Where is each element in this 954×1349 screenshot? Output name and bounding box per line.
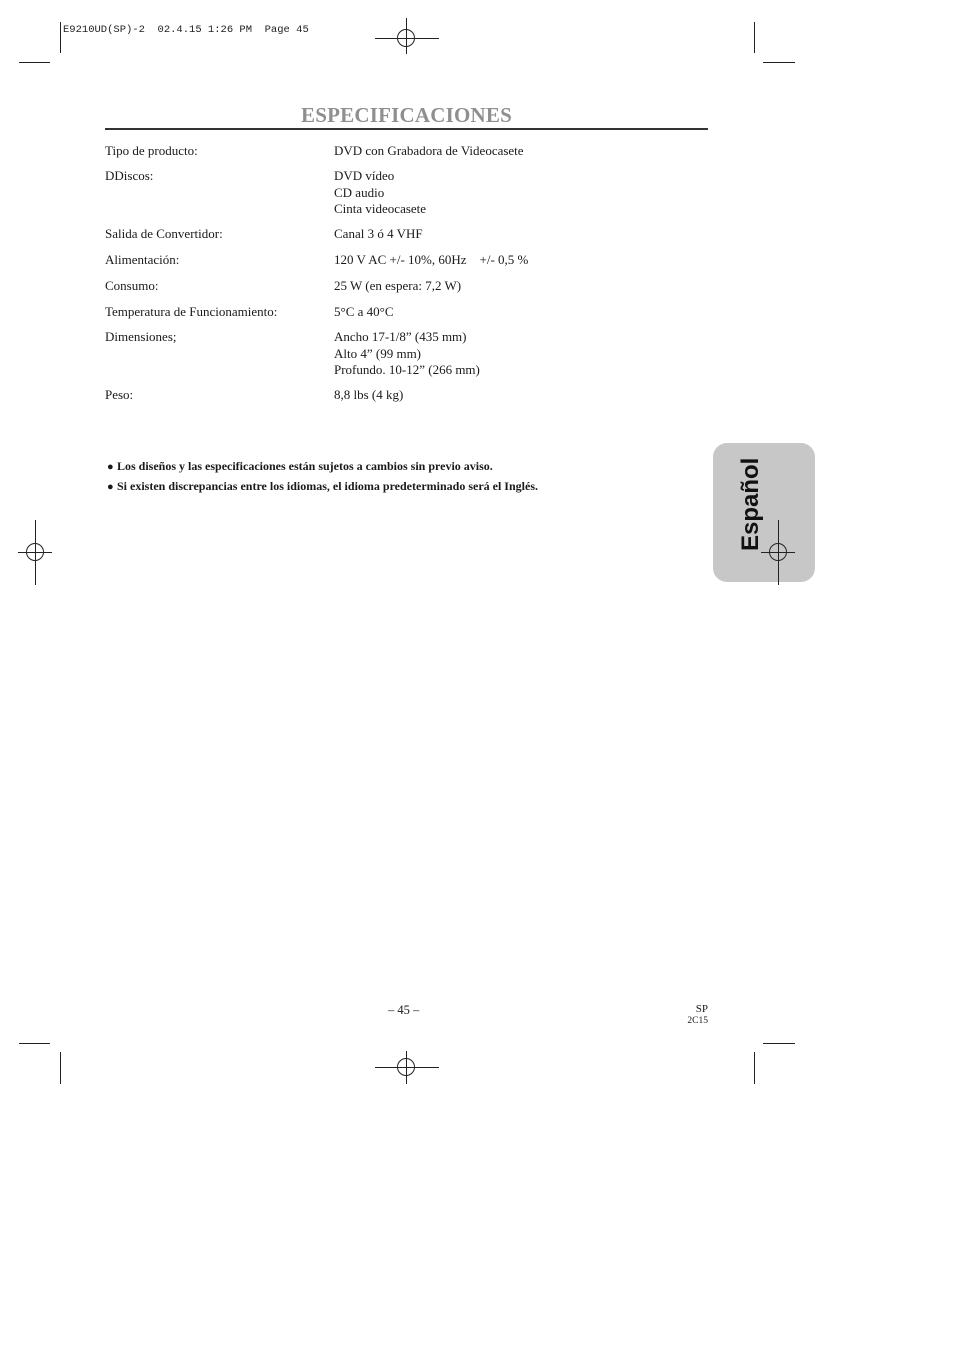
spec-value-line: Ancho 17-1/8” (435 mm) <box>334 329 467 344</box>
registration-mark-right-circle <box>769 543 787 561</box>
print-header: E9210UD(SP)-2 02.4.15 1:26 PM Page 45 <box>63 24 309 36</box>
spec-value <box>334 168 426 218</box>
spec-value <box>334 329 480 379</box>
spec-value-line: 120 V AC +/- 10%, 60Hz +/- 0,5 % <box>334 252 529 267</box>
spec-value <box>334 143 524 160</box>
spec-value <box>334 304 394 321</box>
bullet-icon: ● <box>107 481 114 493</box>
spec-label: Temperatura de Funcionamiento: <box>105 304 278 319</box>
footer-language-code: SP <box>695 1003 708 1015</box>
bullet-icon: ● <box>107 461 114 473</box>
crop-mark-top-left-v <box>60 22 61 53</box>
spec-value-line: 5°C a 40°C <box>334 304 394 319</box>
crop-mark-bottom-right-v <box>754 1052 755 1084</box>
crop-mark-top-right-v <box>754 22 755 53</box>
spec-value-line: Cinta videocasete <box>334 201 427 216</box>
spec-label: Dimensiones; <box>105 329 177 344</box>
title-underline <box>105 128 708 130</box>
registration-mark-top-circle <box>397 29 415 47</box>
registration-mark-bottom-circle <box>397 1058 415 1076</box>
spec-value-line: DVD con Grabadora de Videocasete <box>334 143 524 158</box>
spec-label: Tipo de producto: <box>105 143 198 158</box>
spec-value-line: 25 W (en espera: 7,2 W) <box>334 278 462 293</box>
spec-value-line: Alto 4” (99 mm) <box>334 345 422 361</box>
note-item <box>107 458 538 478</box>
note-text: Los diseños y las especificaciones están sujetos a cambios sin previo aviso. <box>117 459 493 473</box>
crop-mark-bottom-left-v <box>60 1052 61 1084</box>
page-number: – 45 – <box>388 1003 420 1017</box>
spec-label: Alimentación: <box>105 252 180 267</box>
spec-value-line: 8,8 lbs (4 kg) <box>334 387 404 402</box>
crop-mark-top-left-h <box>19 62 50 63</box>
spec-value-line: DVD vídeo <box>334 168 395 183</box>
spec-value-line: Profundo. 10-12” (266 mm) <box>334 362 480 377</box>
crop-mark-top-right-h <box>763 62 795 63</box>
footer-model-code: 2C15 <box>687 1016 708 1026</box>
spec-value-line: CD audio <box>334 184 385 200</box>
spec-value <box>334 252 528 269</box>
spec-value-line: Canal 3 ó 4 VHF <box>334 226 423 241</box>
spec-label: Consumo: <box>105 278 159 293</box>
note-item <box>107 478 538 498</box>
language-tab-label: Español <box>737 457 764 551</box>
spec-value <box>334 278 461 295</box>
spec-value <box>334 226 423 243</box>
spec-value <box>334 387 403 404</box>
notes-list <box>107 458 538 498</box>
spec-label: Salida de Convertidor: <box>105 226 223 241</box>
spec-label: DDiscos: <box>105 168 154 183</box>
note-text: Si existen discrepancias entre los idiomas, el idioma predeterminado será el Inglés. <box>117 479 538 493</box>
footer-code <box>670 1003 708 1027</box>
crop-mark-bottom-right-h <box>763 1043 795 1044</box>
registration-mark-left-circle <box>26 543 44 561</box>
crop-mark-bottom-left-h <box>19 1043 50 1044</box>
spec-label: Peso: <box>105 387 134 402</box>
page-title: ESPECIFICACIONES <box>301 103 512 127</box>
